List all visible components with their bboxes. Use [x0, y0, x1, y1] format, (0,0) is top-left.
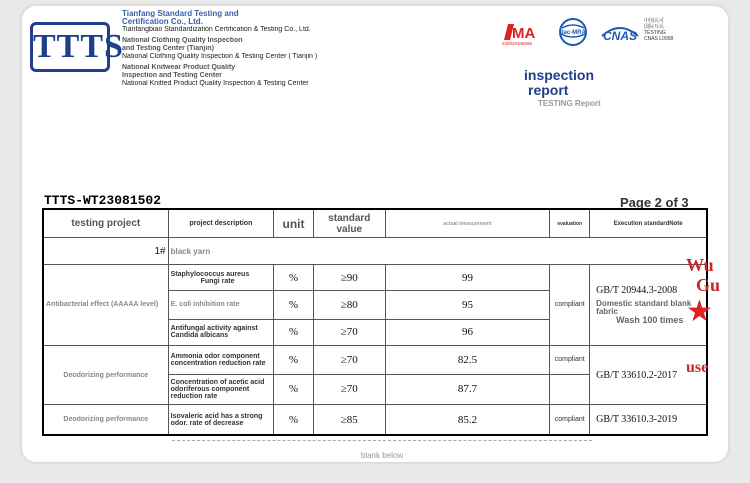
cnas-line: 中国认可 — [644, 18, 665, 24]
table-header-row — [43, 209, 707, 238]
header-measured: actual measurement — [385, 209, 550, 238]
cma-cert-icon — [500, 18, 546, 46]
standard-note-2: Wash 100 times — [616, 314, 684, 325]
star-icon: ★ — [686, 295, 713, 328]
stamp-text: Wu — [686, 255, 714, 275]
stamp-overlay — [686, 255, 736, 385]
header-project-description: project description — [168, 209, 273, 238]
group-project: Deodorizing performance — [43, 346, 168, 405]
cnas-line: 国际互认 — [644, 24, 665, 30]
group-standard: GB/T 33610.2-2017 — [590, 346, 707, 405]
report-title — [524, 67, 601, 108]
row-value: 82.5 — [385, 346, 550, 374]
header-evaluation: evaluation — [550, 209, 590, 238]
header-standard-value: standard value — [313, 209, 385, 238]
cnas-cert-icon — [598, 18, 642, 46]
desc-text: Fungi rate — [200, 277, 235, 285]
ilac-text: ilac-MRA — [560, 30, 586, 36]
row-unit: % — [274, 374, 314, 404]
cnas-line: CNAS L0008 — [644, 36, 674, 42]
org-line: Certification Co., Ltd. — [122, 18, 203, 26]
group-evaluation: compliant — [550, 264, 590, 345]
row-description: E. coli inhibition rate — [168, 291, 273, 319]
row-standard: ≥85 — [313, 405, 385, 436]
organization-block — [122, 10, 352, 88]
sample-name: black yarn — [168, 238, 707, 264]
results-table — [42, 208, 708, 436]
org-line: National Knitted Product Quality Inspection & Testing Center — [122, 80, 309, 87]
stamp-text: use — [686, 359, 709, 376]
row-value: 99 — [385, 264, 550, 290]
header-execution-standard: Execution standardNote — [590, 209, 707, 238]
row-standard: ≥70 — [313, 346, 385, 374]
row-description: Isovaleric acid has a strong odor. rate of decrease — [168, 405, 273, 436]
row-unit: % — [274, 346, 314, 374]
report-number: TTTS-WT23081502 — [44, 193, 162, 208]
sample-id: 1# — [43, 238, 168, 264]
report-title-line-1: inspection — [524, 67, 595, 83]
row-description — [168, 264, 273, 290]
group-project: Antibacterial effect (AAAAA level) — [43, 264, 168, 345]
row-evaluation: compliant — [550, 405, 590, 436]
row-description: Concentration of acetic acid odoriferous component reduction rate — [168, 374, 273, 404]
cnas-line: TESTING — [644, 30, 666, 36]
row-unit: % — [274, 319, 314, 345]
report-title-sub: TESTING Report — [538, 99, 601, 108]
row-value: 87.7 — [385, 374, 550, 404]
org-line: Tianfangbiao Standardization Certification & Testing Co., Ltd. — [122, 26, 311, 33]
header-testing-project: testing project — [43, 209, 168, 238]
row-description: Ammonia odor component concentration reduction rate — [168, 346, 273, 374]
sample-row — [43, 238, 707, 264]
row-description: Antifungal activity against Candida albicans — [168, 319, 273, 345]
standard-note: Domestic standard blank fabric — [596, 298, 692, 316]
footer-note: blank below — [172, 440, 592, 460]
page-indicator: Page 2 of 3 — [620, 195, 689, 210]
row-value: 95 — [385, 291, 550, 319]
row-standard: ≥90 — [313, 264, 385, 290]
org-line: National Clothing Quality Inspection — [122, 37, 243, 44]
table-row — [43, 405, 707, 436]
row-value: 85.2 — [385, 405, 550, 436]
header-unit: unit — [274, 209, 314, 238]
stamp-text: Gu — [696, 275, 721, 295]
cma-text: MA — [512, 25, 536, 42]
standard-text: GB/T 20944.3-2008 — [596, 284, 678, 296]
row-standard: ≥70 — [313, 374, 385, 404]
desc-text: Staphylococcus aureus — [170, 270, 250, 278]
row-unit: % — [274, 405, 314, 436]
cnas-small-text — [644, 18, 684, 46]
cma-number: 230020346666 — [502, 41, 533, 46]
report-title-line-2: report — [528, 82, 569, 98]
row-evaluation-empty — [550, 374, 590, 404]
org-line: National Clothing Quality Inspection & Testing Center ( Tianjin ) — [122, 53, 318, 60]
group-standard: GB/T 33610.3-2019 — [590, 405, 707, 436]
company-logo: TTTS — [30, 22, 110, 72]
cnas-text: CNAS — [602, 29, 638, 43]
row-value: 96 — [385, 319, 550, 345]
row-standard: ≥70 — [313, 319, 385, 345]
ilac-mra-icon — [554, 18, 592, 46]
org-line: Inspection and Testing Center — [122, 72, 222, 79]
row-unit: % — [274, 264, 314, 290]
row-evaluation: compliant — [550, 346, 590, 374]
org-line: Tianfang Standard Testing and — [122, 10, 239, 18]
org-line: and Testing Center (Tianjin) — [122, 45, 214, 52]
table-row — [43, 346, 707, 374]
table-row — [43, 264, 707, 290]
row-unit: % — [274, 291, 314, 319]
row-standard: ≥80 — [313, 291, 385, 319]
org-line: National Knitwear Product Quality — [122, 64, 236, 71]
group-project: Deodorizing performance — [43, 405, 168, 436]
